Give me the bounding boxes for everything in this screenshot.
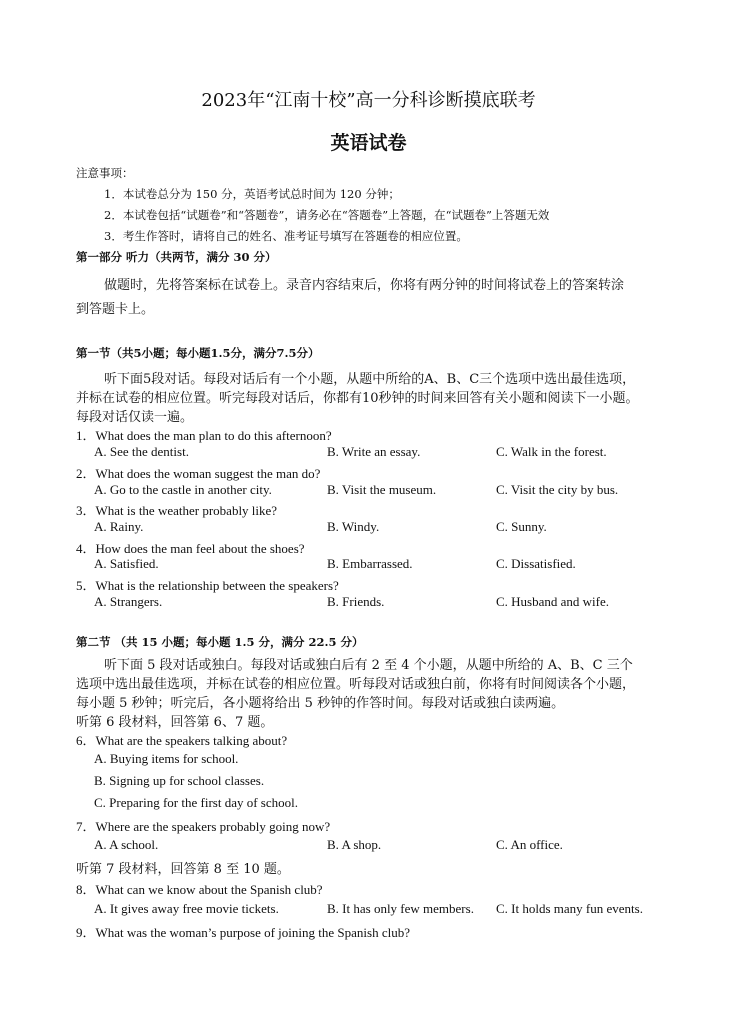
q2-option-c: C. Visit the city by bus. [496, 482, 619, 497]
exam-subtitle: 英语试卷 [330, 132, 407, 154]
q6-option-c: C. Preparing for the first day of school. [94, 795, 298, 810]
question-2: 2．What does the woman suggest the man do? [76, 466, 321, 481]
section2-intro-line2: 选项中选出最佳选项，并标在试卷的相应位置。听每段对话或独白前，你将有时间阅读各个小题， [76, 677, 636, 692]
question-8: 8．What can we know about the Spanish club? [76, 882, 323, 897]
question-4: 4．How does the man feel about the shoes? [76, 541, 305, 556]
section1-heading: 第一节（共5小题；每小题1.5分，满分7.5分） [76, 346, 320, 360]
section1-intro-line1: 听下面5段对话。每段对话后有一个小题，从题中所给的A、B、C三个选项中选出最佳选项， [104, 372, 636, 387]
q5-option-b: B. Friends. [327, 594, 385, 609]
question-9: 9．What was the woman’s purpose of joining the Spanish club? [76, 925, 410, 940]
section2-heading: 第二节 （共 15 小题；每小题 1.5 分，满分 22.5 分） [76, 635, 364, 649]
notice-item-3: 3．考生作答时，请将自己的姓名、准考证号填写在答题卷的相应位置。 [104, 229, 468, 243]
question-1: 1．What does the man plan to do this afternoon? [76, 428, 332, 443]
q4-option-c: C. Dissatisfied. [496, 556, 576, 571]
question-7: 7．Where are the speakers probably going now? [76, 819, 331, 834]
q4-option-a: A. Satisfied. [94, 556, 159, 571]
q1-option-a: A. See the dentist. [94, 444, 189, 459]
q8-option-b: B. It has only few members. [327, 901, 474, 916]
material-7-label: 听第 7 段材料，回答第 8 至 10 题。 [76, 862, 290, 877]
material-6-label: 听第 6 段材料，回答第 6、7 题。 [76, 715, 274, 730]
question-3: 3．What is the weather probably like? [76, 503, 278, 518]
part1-intro-line2: 到答题卡上。 [76, 302, 155, 317]
part1-intro-line1: 做题时，先将答案标在试卷上。录音内容结束后，你将有两分钟的时间将试卷上的答案转涂 [104, 278, 625, 293]
q8-option-c: C. It holds many fun events. [496, 901, 643, 916]
q3-option-b: B. Windy. [327, 519, 380, 534]
q2-option-a: A. Go to the castle in another city. [94, 482, 272, 497]
q7-option-c: C. An office. [496, 837, 563, 852]
section1-intro-line2: 并标在试卷的相应位置。听完每段对话后，你都有10秒钟的时间来回答有关小题和阅读下一小题。 [76, 391, 639, 406]
q7-option-b: B. A shop. [327, 837, 382, 852]
q1-option-c: C. Walk in the forest. [496, 444, 607, 459]
q2-option-b: B. Visit the museum. [327, 482, 437, 497]
q5-option-a: A. Strangers. [94, 594, 163, 609]
exam-title: 2023年“江南十校”高一分科诊断摸底联考 [201, 90, 536, 111]
q8-option-a: A. It gives away free movie tickets. [94, 901, 279, 916]
section2-intro-line1: 听下面 5 段对话或独白。每段对话或独白后有 2 至 4 个小题，从题中所给的 A、B、C 三个 [104, 658, 633, 673]
q5-option-c: C. Husband and wife. [496, 594, 610, 609]
part1-heading: 第一部分 听力（共两节，满分 30 分） [76, 250, 277, 264]
notice-item-1: 1．本试卷总分为 150 分，英语考试总时间为 120 分钟； [104, 187, 400, 201]
section2-intro-line3: 每小题 5 秒钟；听完后，各小题将给出 5 秒钟的作答时间。每段对话或独白读两遍。 [76, 696, 565, 711]
q1-option-b: B. Write an essay. [327, 444, 421, 459]
q3-option-c: C. Sunny. [496, 519, 547, 534]
question-5: 5．What is the relationship between the speakers? [76, 578, 339, 593]
section1-intro-line3: 每段对话仅读一遍。 [76, 410, 194, 425]
q3-option-a: A. Rainy. [94, 519, 144, 534]
notice-heading: 注意事项： [76, 166, 134, 180]
q4-option-b: B. Embarrassed. [327, 556, 413, 571]
q7-option-a: A. A school. [94, 837, 159, 852]
q6-option-a: A. Buying items for school. [94, 751, 239, 766]
q6-option-b: B. Signing up for school classes. [94, 773, 265, 788]
notice-item-2: 2．本试卷包括“试题卷”和“答题卷”，请务必在“答题卷”上答题，在“试题卷”上答题无效 [104, 208, 550, 222]
question-6: 6．What are the speakers talking about? [76, 733, 288, 748]
